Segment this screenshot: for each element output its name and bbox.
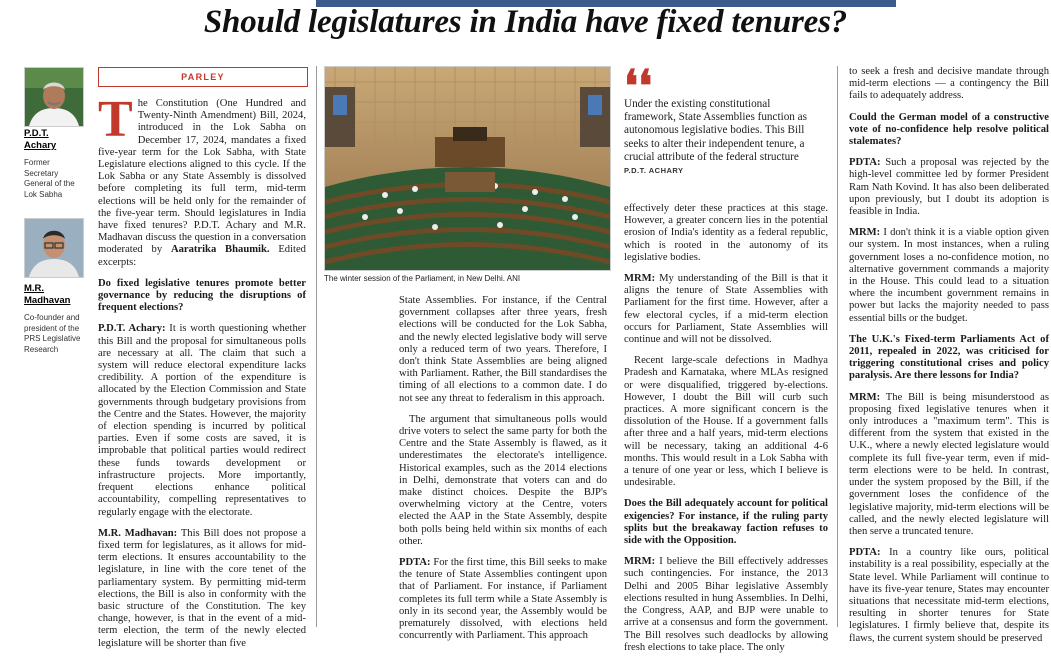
- col4-paragraph-2: [849, 157, 1049, 218]
- column-1: [98, 91, 306, 659]
- madhavan-name: [24, 283, 84, 307]
- intro-tail: Edited excerpts:: [98, 244, 306, 268]
- answer-achary-1: [98, 323, 306, 518]
- achary-name: [24, 128, 84, 152]
- speaker-label: P.D.T. Achary:: [98, 323, 166, 335]
- moderator-name: Aaratrika Bhaumik.: [170, 244, 270, 256]
- parley-label: PARLEY: [98, 67, 308, 87]
- speaker-label: M.R. Madhavan:: [98, 527, 178, 539]
- col3-paragraph-3: Recent large-scale defections in Madhya Pradesh and Karnataka, where MLAs resigned or were disqualified, triggered by-elections. However, I doubt the Bill will curb such practices. A more significant concern is the dissolution of the House. If a government falls after three and a half years, mid-term elections will be necessary, taking an additional 4-6 months. This would result in a Lok Sabha with a tenure of one year or less, which I believe is undesirable.: [624, 355, 828, 489]
- achary-name-line2: Achary: [24, 140, 57, 151]
- achary-photo: [24, 67, 84, 127]
- speaker-label: MRM:: [624, 556, 656, 568]
- col2-paragraph-2: The argument that simultaneous polls would drive voters to select the same party for both the Centre and the State Assembly is flawed, as it underestimates the electorate's intelligence. Historical examples, such as the 2014 elections in Delhi, demonstrate that voters can and do make distinct choices. Despite the BJP's overwhelming victory at the Centre, voters elected the AAP in the State Assembly, despite both polls being held within six months of each other.: [399, 413, 607, 547]
- col4-paragraph-4: [849, 392, 1049, 538]
- speaker-label: PDTA:: [849, 547, 881, 559]
- madhavan-photo: [24, 218, 84, 278]
- answer-madhavan-1: [98, 528, 306, 650]
- answer-text: I believe the Bill effectively addresses such contingencies. For instance, the 2013 Delhi and 2005 Bihar legislative Assembly elections resulted in hung Assemblies. In Delhi, the Congress, AAP, and BJP were unable to arrive at a consensus and form the government. The Bill resolves such deadlocks by allowing fresh elections to take place. The only: [624, 556, 828, 653]
- speaker-label: PDTA:: [849, 157, 881, 169]
- answer-text: I don't think it is a viable option given our system. In most instances, when a ruling government loses a no-confidence motion, no alternative government commands a majority in the House. This could lead to a situation where the incumbent government remains in power but lacks the majority needed to pass essential bills or the budget.: [849, 227, 1049, 324]
- answer-text: It is worth questioning whether this Bill and the proposal for simultaneous polls are necessary at all. The claim that such a system will reduce electoral expenditure lacks credibility. A portion of the expenditure is allocated by the Election Commission and State governments through budgetary provisions from the Centre and the States. However, the majority of election spending is incurred by political parties. Even if some costs are saved, it is improbable that political parties would redirect these funds towards development or infrastructure projects. More importantly, frequent elections enhance political accountability, compelling representatives to regularly engage with the electorate.: [98, 323, 306, 518]
- speaker-label: MRM:: [624, 273, 656, 285]
- photo-caption: The winter session of the Parliament, in New Delhi. ANI: [324, 274, 521, 283]
- question-2: Does the Bill adequately account for political exigencies? For instance, if the ruling party splits but the breakaway faction refuses to side with the Opposition.: [624, 498, 828, 547]
- col4-paragraph-3: [849, 227, 1049, 325]
- page-headline: Should legislatures in India have fixed tenures?: [203, 4, 848, 40]
- speaker-label: PDTA:: [399, 557, 431, 569]
- question-1: Do fixed legislative tenures promote better governance by reducing the disruptions of frequent elections?: [98, 277, 306, 314]
- column-divider: [837, 66, 838, 627]
- speaker-label: MRM:: [849, 391, 881, 403]
- answer-text: My understanding of the Bill is that it aligns the tenure of State Assemblies with Parliament for the first time. However, after a few electoral cycles, if a mid-term election occurs for Parliament, State Assemblies will continue and will not be dissolved.: [624, 273, 828, 346]
- parliament-photo: [324, 66, 611, 271]
- pull-quote: Under the existing constitutional framework, State Assemblies function as autonomous legislative bodies. This Bill seeks to alter their independent tenure, a crucial attribute of the federal structure: [624, 98, 807, 163]
- quote-mark-icon: ❛❛: [624, 62, 653, 111]
- madhavan-description: Co-founder and president of the PRS Legislative Research: [24, 313, 81, 354]
- column-2: [399, 295, 607, 651]
- column-4: [849, 66, 1049, 654]
- question-3: Could the German model of a constructive vote of no-confidence help resolve political stalemates?: [849, 111, 1049, 148]
- col3-paragraph-4: [624, 556, 828, 654]
- answer-text: In a country like ours, political instability is a real possibility, especially at the State level. While Parliament will continue to have its five-year tenure, States may encounter situations that necessitate mid-term elections, resulting in shorter tenures for State legislatures. I firmly believe that, despite its flaws, the current system should be preserved: [849, 547, 1049, 644]
- answer-text: For the first time, this Bill seeks to make the tenure of State Assemblies contingent upon that of Parliament. For instance, if Parliament completes its full term while a State Assembly is only in its second year, the Assembly would be prematurely dissolved, with elections held concurrently with Parliament. This approach: [399, 557, 607, 642]
- answer-text: This Bill does not propose a fixed term for legislatures, as it allows for mid-term elections. It ensures accountability to the legislature, in line with the core tenet of the parliamentary system. By permitting mid-term elections, the Bill is also in conformity with the basic structure of the Constitution. The key change, however, is that in the event of a mid-term election, the term of the newly elected legislature will be shorter than five: [98, 527, 306, 649]
- madhavan-name-line2: Madhavan: [24, 295, 71, 306]
- speaker-label: MRM:: [849, 227, 881, 239]
- drop-cap: T: [98, 91, 133, 148]
- col2-paragraph-3: [399, 557, 607, 642]
- achary-description: Former Secretary General of the Lok Sabha: [24, 158, 75, 199]
- pull-quote-byline: P.D.T. ACHARY: [624, 166, 684, 175]
- achary-name-line1: P.D.T.: [24, 128, 49, 139]
- col3-paragraph-1: effectively deter these practices at this stage. However, a greater concern lies in the potential erosion of India's identity as a federal republic, which is rooted in the autonomy of its legislative bodies.: [624, 203, 828, 263]
- column-3: [624, 203, 828, 663]
- answer-text: The Bill is being misunderstood as proposing fixed legislative tenures when it only introduces a "maximum term". This is different from the system that existed in the U.K., where a newly elected legislature would complete its full five-year term, even if mid-term elections were to be held. In contrast, under the system proposed by the Bill, if the government loses the confidence of the legislative majority, mid-term elections will be called, and the newly elected legislature will then serve a truncated tenure.: [849, 391, 1049, 537]
- col4-paragraph-1: to seek a fresh and decisive mandate through mid-term elections — a contingency the Bill fails to adequately address.: [849, 66, 1049, 102]
- col3-paragraph-2: [624, 273, 828, 346]
- col4-paragraph-5: [849, 547, 1049, 645]
- col2-paragraph-1: State Assemblies. For instance, if the Central government collapses after three years, fresh elections will be conducted for the Lok Sabha, and the newly elected legislative body will serve only a reduced term of two years. Therefore, I don't think State Assemblies are being aligned with Parliament. Rather, the Bill standardises the timing of all elections to a common date. I do not see any threat to federalism in this approach.: [399, 295, 607, 404]
- column-divider: [316, 66, 317, 627]
- madhavan-name-line1: M.R.: [24, 283, 45, 294]
- intro-text: he Constitution (One Hundred and Twenty-Ninth Amendment) Bill, 2024, introduced in the Lok Sabha on December 17, 2024, mandates a fixed five-year term for the Lok Sabha, with State Legislature elections aligned to this cycle. If the Lok Sabha or any State Assembly is dissolved before completing its full term, mid-term elections will be held only for the remainder of the five-year term. Should legislatures in India have fixed tenures? P.D.T. Achary and M.R. Madhavan discuss the question in a conversation moderated by: [98, 98, 306, 256]
- question-4: The U.K.'s Fixed-term Parliaments Act of 2011, repealed in 2022, was criticised for triggering constitutional crises and policy paralysis. Are there lessons for India?: [849, 333, 1049, 382]
- intro-paragraph: [98, 91, 306, 269]
- answer-text: Such a proposal was rejected by the high-level committee led by former President Ram Nath Kovind. It has also been deliberated upon previously, but I doubt its adoption is feasible in India.: [849, 157, 1049, 218]
